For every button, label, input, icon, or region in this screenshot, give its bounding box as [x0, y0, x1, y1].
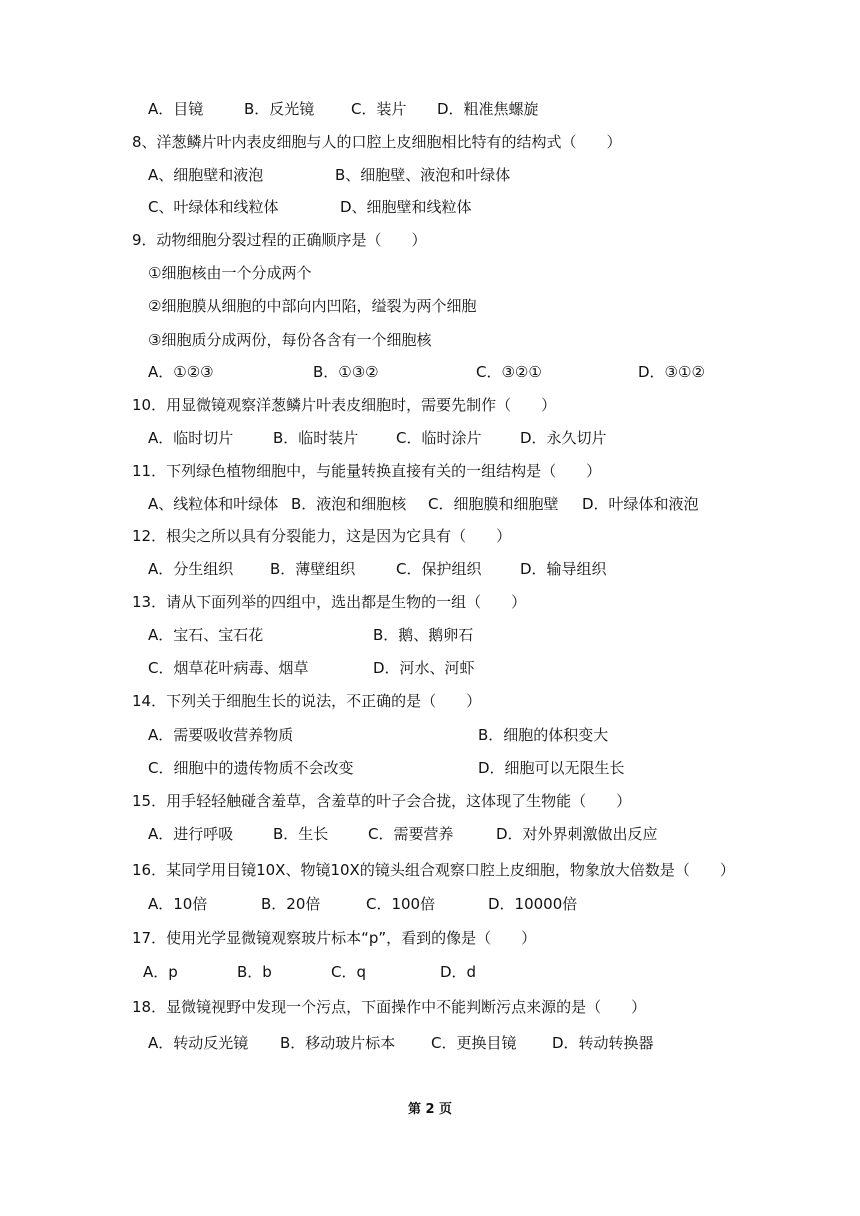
q13-option-c: C．烟草花叶病毒、烟草: [148, 659, 309, 677]
q17-option-d: D．d: [440, 963, 477, 981]
q11-stem: 11．下列绿色植物细胞中，与能量转换直接有关的一组结构是（ ）: [132, 462, 602, 480]
q7-option-a: A．目镜: [148, 100, 204, 118]
q7-option-d: D．粗准焦螺旋: [437, 100, 539, 118]
q9-stem: 9．动物细胞分裂过程的正确顺序是（ ）: [132, 231, 427, 249]
q8-option-a: A、细胞壁和液泡: [148, 166, 264, 184]
page-number: 第 2 页: [407, 1102, 453, 1117]
q18-option-d: D．转动转换器: [552, 1034, 654, 1052]
q16-option-d: D．10000倍: [488, 895, 578, 913]
q12-option-b: B．薄壁组织: [270, 560, 356, 578]
q9-step-1: ①细胞核由一个分成两个: [148, 264, 312, 282]
q16-option-a: A．10倍: [148, 895, 208, 913]
q14-option-a: A．需要吸收营养物质: [148, 726, 294, 744]
q14-option-b: B．细胞的体积变大: [478, 726, 609, 744]
q9-option-a: A．①②③: [148, 363, 214, 381]
q18-option-a: A．转动反光镜: [148, 1034, 249, 1052]
q8-stem: 8、洋葱鳞片叶内表皮细胞与人的口腔上皮细胞相比特有的结构式（ ）: [132, 133, 622, 151]
q9-option-c: C．③②①: [476, 363, 542, 381]
q7-option-c: C．装片: [351, 100, 407, 118]
q10-option-b: B．临时装片: [273, 429, 359, 447]
q15-option-c: C．需要营养: [368, 825, 454, 843]
q11-option-c: C．细胞膜和细胞壁: [428, 495, 559, 513]
q9-option-b: B．①③②: [313, 363, 379, 381]
q8-option-c: C、叶绿体和线粒体: [148, 198, 279, 216]
q17-option-b: B．b: [237, 963, 272, 981]
q10-option-d: D．永久切片: [520, 429, 607, 447]
q13-option-b: B．鹅、鹅卵石: [373, 626, 474, 644]
q13-option-a: A．宝石、宝石花: [148, 626, 264, 644]
q7-option-b: B．反光镜: [244, 100, 315, 118]
q8-option-b: B、细胞壁、液泡和叶绿体: [335, 166, 511, 184]
q15-option-b: B．生长: [273, 825, 329, 843]
q11-option-a: A、线粒体和叶绿体: [148, 495, 279, 513]
q17-stem: 17．使用光学显微镜观察玻片标本“p”，看到的像是（ ）: [132, 929, 537, 947]
q15-option-a: A．进行呼吸: [148, 825, 234, 843]
q15-option-d: D．对外界刺激做出反应: [496, 825, 658, 843]
q11-option-b: B．液泡和细胞核: [291, 495, 407, 513]
q18-stem: 18．显微镜视野中发现一个污点，下面操作中不能判断污点来源的是（ ）: [132, 998, 647, 1016]
q12-option-c: C．保护组织: [396, 560, 482, 578]
q14-option-c: C．细胞中的遗传物质不会改变: [148, 759, 354, 777]
q18-option-b: B．移动玻片标本: [280, 1034, 396, 1052]
q16-option-b: B．20倍: [261, 895, 321, 913]
q16-stem: 16．某同学用目镜10X、物镜10X的镜头组合观察口腔上皮细胞，物象放大倍数是（ ）: [132, 861, 735, 879]
q12-option-d: D．输导组织: [520, 560, 607, 578]
q12-stem: 12．根尖之所以具有分裂能力，这是因为它具有（ ）: [132, 527, 512, 545]
q9-step-3: ③细胞质分成两份，每份各含有一个细胞核: [148, 331, 432, 349]
q10-option-a: A．临时切片: [148, 429, 234, 447]
q9-option-d: D．③①②: [638, 363, 705, 381]
q11-option-d: D．叶绿体和液泡: [582, 495, 699, 513]
q18-option-c: C．更换目镜: [431, 1034, 517, 1052]
q14-option-d: D．细胞可以无限生长: [478, 759, 625, 777]
q8-option-d: D、细胞壁和线粒体: [340, 198, 472, 216]
q17-option-a: A．p: [143, 963, 178, 981]
q13-stem: 13．请从下面列举的四组中，选出都是生物的一组（ ）: [132, 593, 527, 611]
q9-step-2: ②细胞膜从细胞的中部向内凹陷，缢裂为两个细胞: [148, 297, 477, 315]
q17-option-c: C．q: [331, 963, 366, 981]
q13-option-d: D．河水、河虾: [373, 659, 475, 677]
q16-option-c: C．100倍: [366, 895, 436, 913]
q14-stem: 14．下列关于细胞生长的说法，不正确的是（ ）: [132, 692, 482, 710]
q12-option-a: A．分生组织: [148, 560, 234, 578]
q10-option-c: C．临时涂片: [396, 429, 482, 447]
q10-stem: 10．用显微镜观察洋葱鳞片叶表皮细胞时，需要先制作（ ）: [132, 396, 557, 414]
q15-stem: 15．用手轻轻触碰含羞草，含羞草的叶子会合拢，这体现了生物能（ ）: [132, 792, 632, 810]
